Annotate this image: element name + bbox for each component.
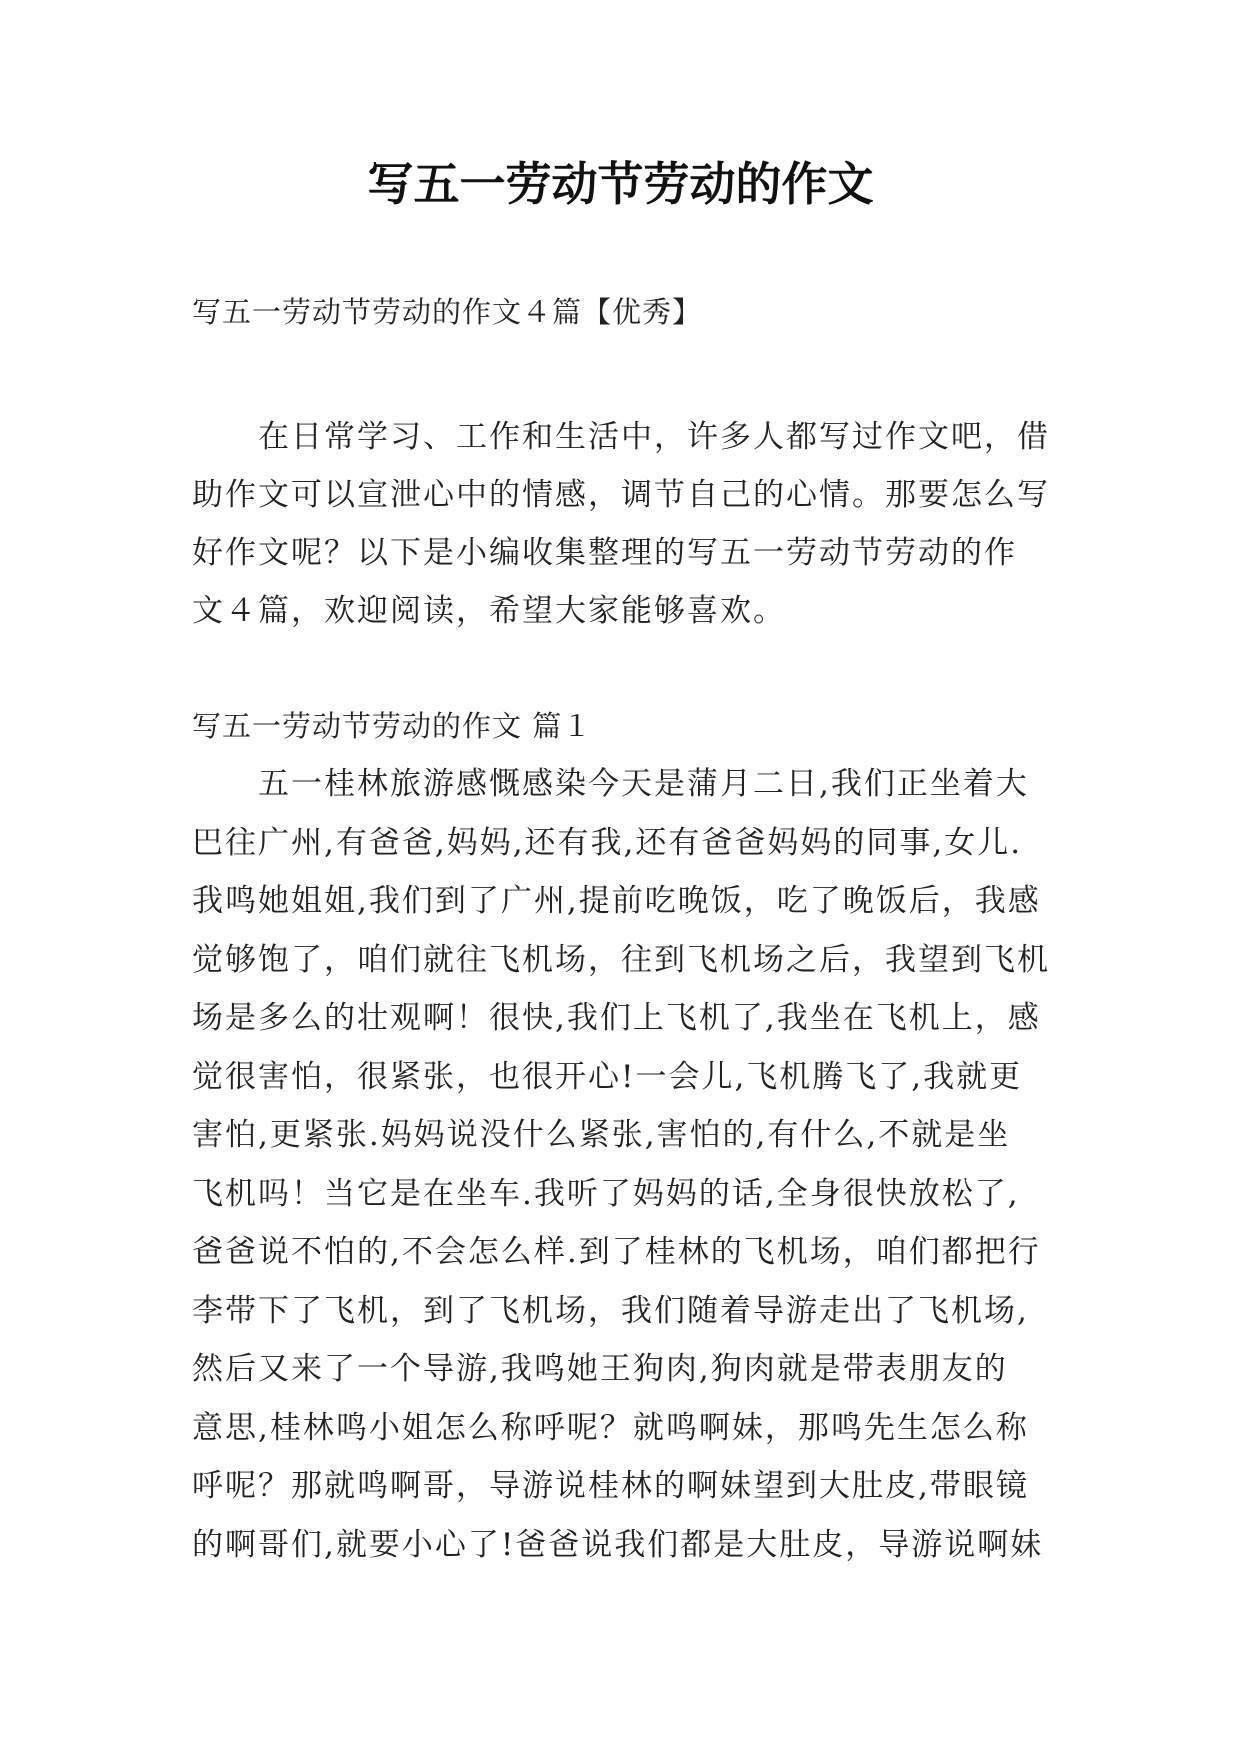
body-line: 我鸣她姐姐,我们到了广州,提前吃晚饭，吃了晚饭后，我感 xyxy=(192,883,1041,919)
body-line: 李带下了飞机，到了飞机场，我们随着导游走出了飞机场, xyxy=(192,1292,1029,1329)
body-line: 五一桂林旅游感慨感染今天是蒲月二日,我们正坐着大 xyxy=(258,766,1029,802)
body-line: 然后又来了一个导游,我鸣她王狗肉,狗肉就是带表朋友的 xyxy=(192,1351,1008,1387)
body-line: 飞机吗！当它是在坐车.我听了妈妈的话,全身很快放松了, xyxy=(192,1175,1020,1212)
body-line: 的啊哥们,就要小心了!爸爸说我们都是大肚皮，导游说啊妹 xyxy=(192,1526,1044,1563)
body-line: 意思,桂林鸣小姐怎么称呼呢？就鸣啊妹，那鸣先生怎么称 xyxy=(192,1409,1029,1446)
body-line: 呼呢？那就鸣啊哥，导游说桂林的啊妹望到大肚皮,带眼镜 xyxy=(192,1468,1029,1504)
document-title: 写五一劳动节劳动的作文 xyxy=(367,157,874,211)
body-line: 觉很害怕，很紧张，也很开心!一会儿,飞机腾飞了,我就更 xyxy=(192,1058,1023,1095)
body-line: 爸爸说不怕的,不会怎么样.到了桂林的飞机场，咱们都把行 xyxy=(192,1234,1041,1270)
body-line: 害怕,更紧张.妈妈说没什么紧张,害怕的,有什么,不就是坐 xyxy=(192,1117,1011,1153)
section-heading: 写五一劳动节劳动的作文 篇１ xyxy=(192,709,593,743)
body-line: 巴往广州,有爸爸,妈妈,还有我,还有爸爸妈妈的同事,女儿. xyxy=(192,824,1023,861)
intro-paragraph xyxy=(192,408,1052,640)
essay-body xyxy=(192,755,1052,1574)
intro-line: 在日常学习、工作和生活中，许多人都写过作文吧，借 xyxy=(258,419,1050,455)
intro-line: 好作文呢？以下是小编收集整理的写五一劳动节劳动的作 xyxy=(192,535,1017,571)
body-line: 场是多么的壮观啊！很快,我们上飞机了,我坐在飞机上，感 xyxy=(192,1000,1041,1036)
document-subtitle: 写五一劳动节劳动的作文４篇【优秀】 xyxy=(192,295,703,329)
intro-line: 文４篇，欢迎阅读，希望大家能够喜欢。 xyxy=(192,593,786,629)
body-line: 觉够饱了，咱们就往飞机场，往到飞机场之后，我望到飞机 xyxy=(192,941,1050,978)
intro-line: 助作文可以宣泄心中的情感，调节自己的心情。那要怎么写 xyxy=(192,477,1050,513)
